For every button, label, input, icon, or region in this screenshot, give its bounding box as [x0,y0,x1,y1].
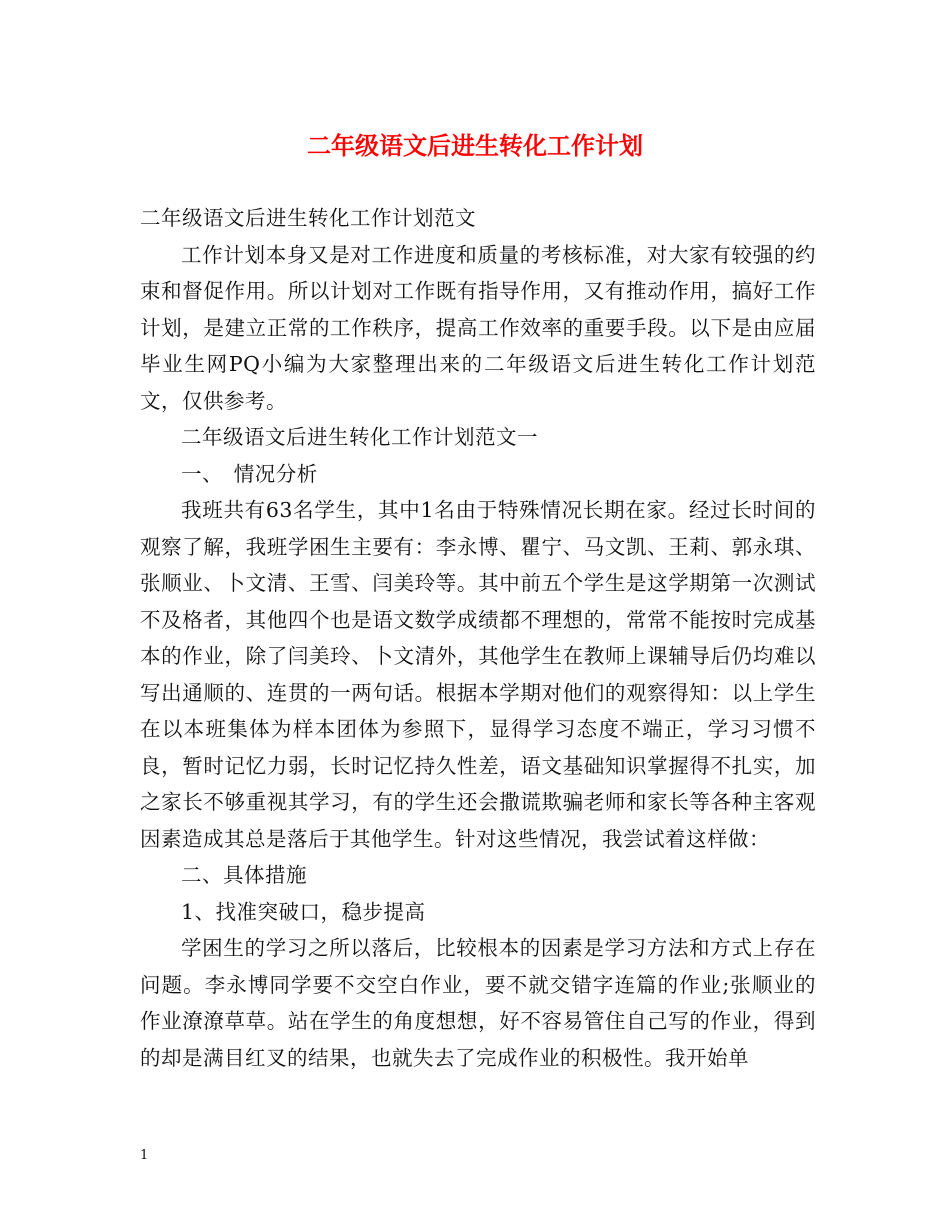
section-heading-situation: 一、 情况分析 [181,461,318,486]
paragraph-subtitle: 二年级语文后进生转化工作计划范文 [140,206,476,230]
paragraph-breakthrough: 学困生的学习之所以落后，比较根本的因素是学习方法和方式上存在问题。李永博同学要不交空白作业，要不就交错字连篇的作业;张顺业的作业潦潦草草。站在学生的角度想想，好不容易管住自己写的作业，得到的却是满目红叉的结果，也就失去了完成作业的积极性。我开始单 [140,936,816,1070]
paragraph-sample-heading: 二年级语文后进生转化工作计划范文一 [181,425,538,449]
document-title: 二年级语文后进生转化工作计划 [307,131,643,160]
paragraph-situation: 我班共有63名学生，其中1名由于特殊情况长期在家。经过长时间的观察了解，我班学困生主要有：李永博、瞿宁、马文凯、王莉、郭永琪、张顺业、卜文清、王雪、闫美玲等。其中前五个学生是这学期第一次测试不及格者，其他四个也是语文数学成绩都不理想的，常常不能按时完成基本的作业，除了闫美玲、卜文清外，其他学生在教师上课辅导后仍均难以写出通顺的、连贯的一两句话。根据本学期对他们的观察得知：以上学生在以本班集体为样本团体为参照下，显得学习态度不端正，学习习惯不良，暂时记忆力弱，长时记忆持久性差，语文基础知识掌握得不扎实，加之家长不够重视其学习，有的学生还会撒谎欺骗老师和家长等各种主客观因素造成其总是落后于其他学生。针对这些情况，我尝试着这样做： [140,498,816,851]
subheading-breakthrough: 1、找准突破口，稳步提高 [181,899,426,924]
paragraph-intro: 工作计划本身又是对工作进度和质量的考核标准，对大家有较强的约束和督促作用。所以计划对工作既有指导作用，又有推动作用，搞好工作计划，是建立正常的工作秩序，提高工作效率的重要手段。以下是由应届毕业生网PQ小编为大家整理出来的二年级语文后进生转化工作计划范文，仅供参考。 [140,242,816,413]
document-body [140,200,816,1076]
page-number: 1 [140,1148,149,1163]
section-heading-measures: 二、具体措施 [181,863,307,887]
